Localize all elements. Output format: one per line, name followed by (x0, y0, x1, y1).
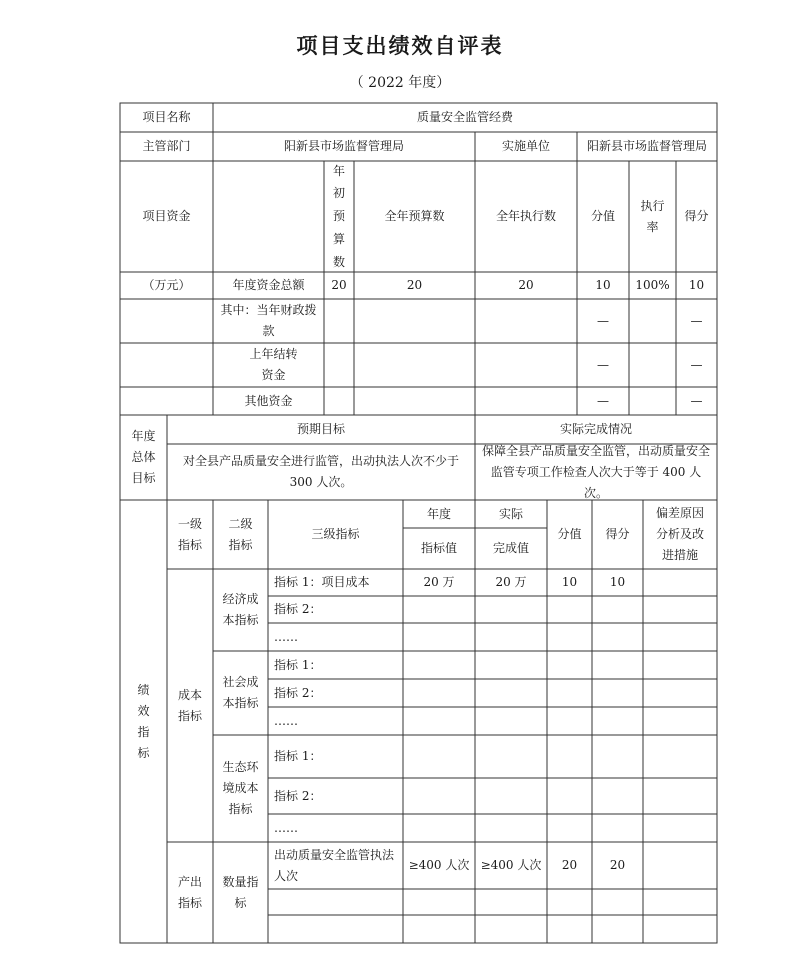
eco-indicator-2: 指标 2： (274, 788, 322, 803)
quantity-indicator-label: 数量指标 (222, 874, 259, 910)
perf-label: 绩效指标 (137, 682, 150, 760)
output-target-1: ≥400 人次 (408, 858, 470, 872)
dept-value: 阳新县市场监督管理局 (283, 139, 404, 153)
social-indicator-1: 指标 1： (274, 657, 322, 672)
score-header: 得分 (684, 209, 709, 223)
cost-indicator-label: 成本指标 (177, 687, 202, 723)
year-label: （ 2022 年度） (349, 75, 451, 91)
level1-header: 一级指标 (177, 516, 202, 552)
eco-cost-label: 生态环境成本指标 (222, 760, 259, 816)
dept-label: 主管部门 (142, 139, 191, 153)
initial-budget-header: 年初预算数 (332, 163, 345, 269)
funds-row-value: 10 (595, 278, 611, 292)
output-score-1: 20 (609, 858, 626, 872)
funds-row-label: 年度资金总额 (232, 278, 305, 292)
project-name-label: 项目名称 (142, 110, 191, 124)
funds-unit: （万元） (142, 278, 191, 292)
econ-cost-label: 经济成本指标 (222, 592, 259, 627)
funds-row-exec: 20 (518, 278, 534, 292)
output-value-1: 20 (561, 858, 578, 872)
funds-row-full: 20 (406, 278, 423, 292)
funds-row-initial: 20 (331, 278, 347, 292)
funds-row-score: — (690, 393, 703, 408)
funds-row-label: 其他资金 (244, 393, 293, 408)
econ-score-1: 10 (609, 575, 626, 589)
output-actual-1: ≥400 人次 (480, 858, 542, 872)
funds-label: 项目资金 (142, 209, 191, 223)
econ-target-1: 20 万 (423, 575, 455, 589)
econ-actual-1: 20 万 (495, 575, 527, 589)
funds-row-rate: 100% (635, 278, 670, 292)
econ-ellipsis: …… (274, 629, 298, 644)
funds-row-value: — (597, 357, 609, 372)
expected-goal-text: 对全县产品质量安全进行监管，出动执法人次不少于 300 人次。 (182, 454, 459, 489)
actual-status-text: 保障全县产品质量安全监管，出动质量安全监管专项工作检查人次大于等于 400 人次。 (481, 444, 710, 500)
funds-row-label: 其中：当年财政拨款 (220, 303, 317, 338)
goals-label: 年度总体目标 (131, 429, 156, 485)
funds-row-label: 上年结转资金 (249, 347, 298, 382)
econ-value-1: 10 (561, 575, 578, 589)
project-name-value: 质量安全监管经费 (416, 110, 513, 124)
impl-label: 实施单位 (501, 139, 550, 153)
level2-header: 二级指标 (228, 516, 253, 552)
actual-top-header: 实际 (498, 506, 523, 521)
social-indicator-2: 指标 2： (274, 685, 322, 700)
funds-row-value: — (597, 313, 609, 328)
expected-goal-header: 预期目标 (296, 422, 345, 436)
impl-value: 阳新县市场监督管理局 (586, 139, 707, 153)
funds-row-value: — (597, 393, 609, 408)
level3-header: 三级指标 (311, 527, 360, 541)
perf-score-header: 得分 (605, 527, 630, 541)
econ-indicator-1: 指标 1：项目成本 (274, 575, 370, 589)
social-cost-label: 社会成本指标 (222, 675, 259, 710)
reason-header: 偏差原因分析及改进措施 (655, 506, 704, 562)
social-ellipsis: …… (274, 713, 298, 728)
full-budget-header: 全年预算数 (384, 209, 445, 223)
output-indicator-1: 出动质量安全监管执法人次 (274, 847, 395, 883)
funds-row-score: — (690, 313, 703, 328)
exec-rate-header: 执行率 (640, 198, 665, 234)
target-bottom-header: 指标值 (420, 541, 457, 555)
executed-header: 全年执行数 (495, 209, 556, 223)
actual-status-header: 实际完成情况 (559, 422, 632, 436)
funds-row-score: 10 (688, 278, 705, 292)
score-value-header: 分值 (590, 209, 615, 223)
page-title: 项目支出绩效自评表 (296, 34, 504, 58)
funds-row-score: — (690, 357, 703, 372)
actual-bottom-header: 完成值 (492, 541, 529, 555)
econ-indicator-2: 指标 2： (274, 602, 322, 616)
eco-indicator-1: 指标 1： (274, 749, 322, 763)
eco-ellipsis: …… (274, 820, 298, 835)
target-top-header: 年度 (426, 506, 451, 521)
output-indicator-label: 产出指标 (177, 874, 202, 910)
perf-value-header: 分值 (557, 527, 582, 541)
